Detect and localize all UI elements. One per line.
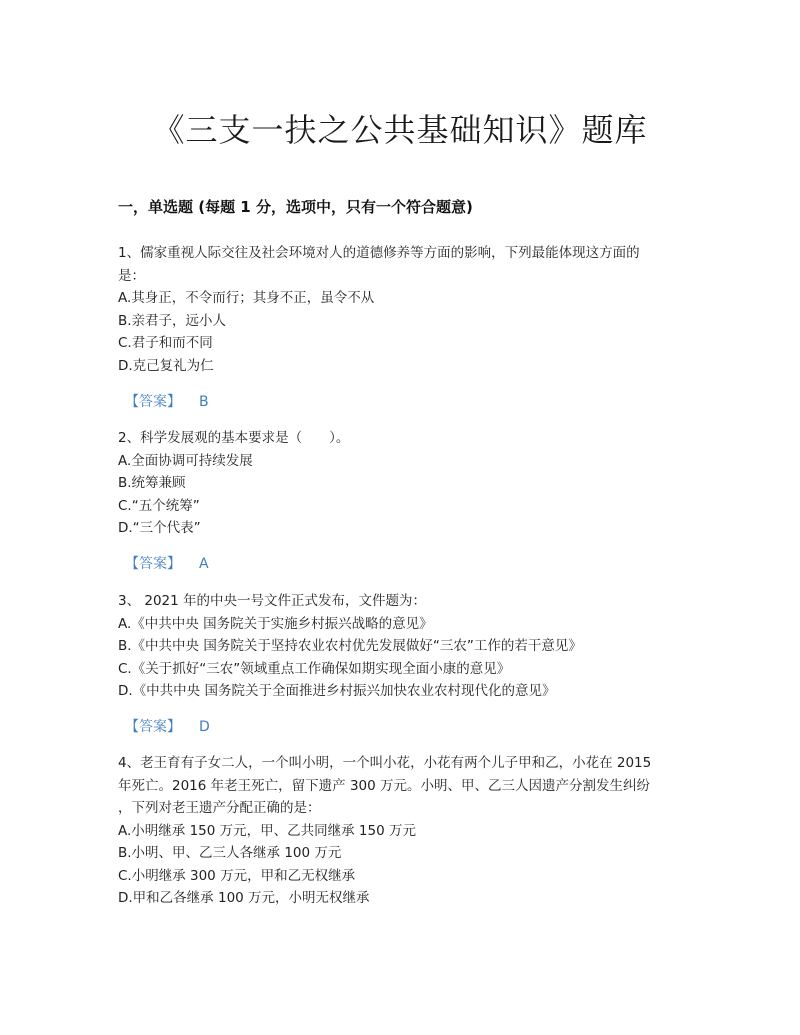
question-4-option-d: D.甲和乙各继承 100 万元，小明无权继承 bbox=[118, 890, 370, 906]
answer-value: A bbox=[199, 556, 209, 572]
answer-value: D bbox=[199, 719, 210, 735]
section-heading: 一，单选题 (每题 1 分，选项中，只有一个符合题意) bbox=[118, 198, 473, 216]
question-4-option-a: A.小明继承 150 万元，甲、乙共同继承 150 万元 bbox=[118, 822, 416, 839]
question-3-answer bbox=[125, 716, 210, 738]
question-2-option-d: D.“三个代表” bbox=[118, 520, 201, 536]
question-4 bbox=[118, 752, 688, 910]
answer-label: 【答案】 bbox=[125, 394, 181, 410]
question-2-option-b: B.统筹兼顾 bbox=[118, 475, 186, 491]
question-2-text-line-1: 2、科学发展观的基本要求是（ ）。 bbox=[118, 430, 350, 446]
question-2 bbox=[118, 427, 688, 540]
question-4-text-line-1: 4、老王育有子女二人，一个叫小明，一个叫小花，小花有两个儿子甲和乙，小花在 2015 bbox=[118, 755, 652, 771]
answer-value: B bbox=[199, 394, 209, 410]
question-1-answer bbox=[125, 391, 209, 413]
question-3 bbox=[118, 590, 688, 703]
question-2-option-a: A.全面协调可持续发展 bbox=[118, 452, 253, 469]
question-1-text-line-1: 1、儒家重视人际交往及社会环境对人的道德修养等方面的影响，下列最能体现这方面的 bbox=[118, 245, 640, 261]
question-1-option-d: D.克己复礼为仁 bbox=[118, 357, 214, 374]
question-4-text-line-2: 年死亡。2016 年老王死亡，留下遗产 300 万元。小明、甲、乙三人因遗产分割发生纠纷 bbox=[118, 777, 650, 794]
question-3-option-b: B.《中共中央 国务院关于坚持农业农村优先发展做好“三农”工作的若干意见》 bbox=[118, 638, 582, 654]
question-1-option-c: C.君子和而不同 bbox=[118, 335, 213, 351]
answer-label: 【答案】 bbox=[125, 556, 181, 572]
question-3-option-a: A.《中共中央 国务院关于实施乡村振兴战略的意见》 bbox=[118, 615, 433, 632]
document-title: 《三支一扶之公共基础知识》题库 bbox=[152, 111, 648, 149]
question-4-option-c: C.小明继承 300 万元，甲和乙无权继承 bbox=[118, 867, 356, 884]
question-3-option-d: D.《中共中央 国务院关于全面推进乡村振兴加快农业农村现代化的意见》 bbox=[118, 683, 556, 699]
question-3-text-line-1: 3、 2021 年的中央一号文件正式发布，文件题为： bbox=[118, 593, 427, 609]
question-1-text-line-2: 是： bbox=[118, 267, 145, 284]
question-2-option-c: C.“五个统筹” bbox=[118, 497, 200, 514]
question-1-option-b: B.亲君子，远小人 bbox=[118, 312, 227, 329]
question-4-text-line-3: ，下列对老王遗产分配正确的是： bbox=[118, 800, 321, 816]
question-4-option-b: B.小明、甲、乙三人各继承 100 万元 bbox=[118, 845, 342, 861]
question-1 bbox=[118, 242, 688, 377]
answer-label: 【答案】 bbox=[125, 719, 181, 735]
question-2-answer bbox=[125, 553, 209, 575]
question-3-option-c: C.《关于抓好“三农”领域重点工作确保如期实现全面小康的意见》 bbox=[118, 660, 511, 677]
question-1-option-a: A.其身正，不令而行；其身不正，虽令不从 bbox=[118, 290, 375, 306]
